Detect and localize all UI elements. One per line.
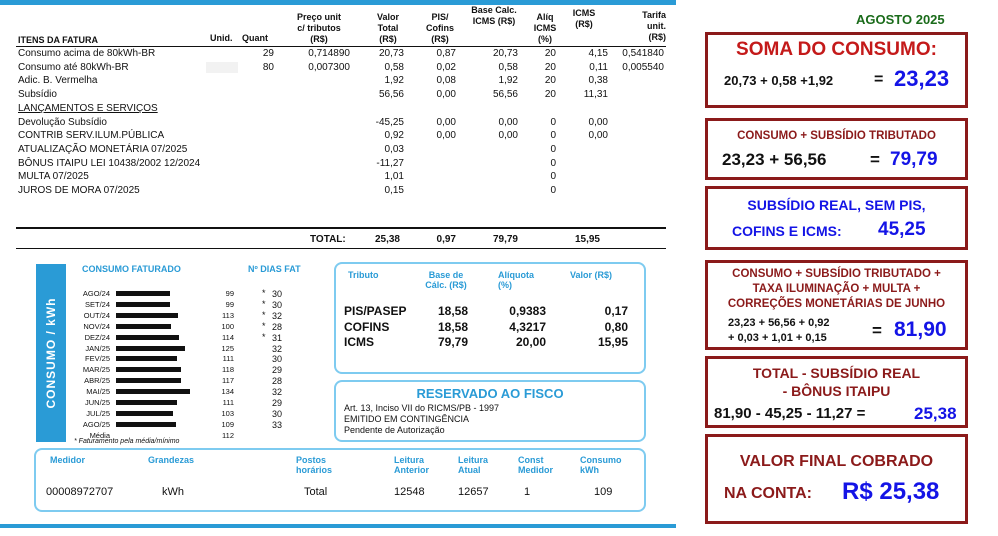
consumo-value: 109: [221, 419, 234, 429]
cell-aliq: 20: [544, 61, 556, 73]
cell-aliq: 0: [550, 157, 556, 169]
total-icms: 15,95: [574, 234, 600, 245]
header-itens: ITENS DA FATURA: [18, 35, 98, 45]
medidor-anterior: 12548: [394, 486, 425, 498]
media-star: *: [262, 320, 266, 331]
consumo-value: 118: [222, 365, 234, 375]
month-label: Média: [89, 430, 110, 440]
box2-result: 79,79: [890, 149, 938, 170]
dias-value: 29: [272, 398, 283, 408]
fisco-title: RESERVADO AO FISCO: [416, 386, 564, 401]
top-accent-bar: [0, 0, 676, 5]
consumo-value: 114: [222, 332, 234, 342]
cell-pis: 0,02: [436, 61, 456, 73]
box-valor-final: [705, 434, 968, 524]
month-label: AGO/25: [82, 419, 110, 429]
cell-base: 0,00: [498, 116, 518, 128]
cell-icms: 4,15: [588, 48, 608, 59]
month-label: FEV/25: [84, 354, 110, 364]
cell-desc: Devolução Subsídio: [18, 116, 107, 128]
box5-lines: TOTAL - SUBSÍDIO REAL - BÔNUS ITAIPU: [752, 365, 921, 399]
header-unid: Unid.: [210, 33, 233, 43]
consumo-value: 103: [221, 408, 234, 418]
box-consumo-subsidio: [705, 118, 968, 180]
box6-result: R$ 25,38: [842, 478, 940, 505]
cell-desc: Consumo acima de 80kWh-BR: [18, 48, 156, 59]
tributo-cell-a: 4,3217: [509, 319, 546, 334]
header-preco: Preço unit c/ tributos (R$): [296, 12, 341, 44]
dias-value: 30: [272, 354, 283, 365]
dias-value: 32: [272, 387, 283, 398]
media-star: *: [262, 331, 266, 342]
cell-icms: 0,00: [588, 116, 608, 128]
cell-valor: 1,01: [384, 171, 404, 183]
consumo-value: 99: [225, 299, 234, 309]
cell-base: 20,73: [492, 48, 518, 59]
consumo-bar: [116, 346, 185, 351]
consumo-value: 113: [222, 310, 234, 320]
cell-pis: 0,00: [436, 130, 456, 142]
box1-title: SOMA DO CONSUMO:: [736, 39, 937, 60]
medidor-h-grandezas: Grandezas: [148, 455, 195, 465]
tributo-cell-n: PIS/PASEP: [344, 304, 407, 318]
cell-pis: 0,87: [436, 48, 456, 59]
cell-valor: 56,56: [378, 89, 404, 101]
medidor-number: 00008972707: [46, 486, 114, 498]
total-label: TOTAL:: [310, 234, 346, 245]
cell-quant: 29: [262, 48, 274, 59]
cell-icms: 0,11: [589, 61, 608, 73]
box2-expr: 23,23 + 56,56: [722, 150, 827, 169]
cell-aliq: 0: [550, 143, 556, 155]
redacted-box: [206, 62, 238, 73]
box4-result: 81,90: [894, 318, 947, 341]
medidor-h-atual: Leitura Atual: [458, 455, 489, 475]
tributo-cell-v: 15,95: [597, 335, 628, 349]
medidor-grandeza: kWh: [162, 486, 184, 498]
cell-desc: BÔNUS ITAIPU LEI 10438/2002 12/2024: [18, 157, 201, 169]
box6-line2: NA CONTA:: [724, 485, 812, 502]
tributo-cell-v: 0,17: [604, 304, 628, 318]
medidor-panel: [34, 448, 646, 512]
dias-value: 29: [272, 365, 283, 376]
box3-result: 45,25: [878, 219, 926, 240]
consumo-bar: [116, 356, 177, 361]
medidor-h-anterior: Leitura Anterior: [394, 455, 430, 475]
cell-valor: 20,73: [378, 48, 404, 59]
cell-valor: -45,25: [375, 116, 404, 128]
dias-value: 33: [272, 419, 283, 430]
header-icms: ICMS (R$): [572, 8, 596, 29]
cell-desc: LANÇAMENTOS E SERVIÇOS: [18, 102, 158, 114]
consumo-value: 134: [221, 387, 234, 397]
consumo-footnote: * Faturamento pela média/mínimo: [74, 438, 180, 445]
box1-expr: 20,73 + 0,58 +1,92: [724, 73, 834, 88]
cell-desc: JUROS DE MORA 07/2025: [18, 185, 140, 196]
header-pis-cofins: PIS/ Cofins (R$): [426, 12, 454, 44]
month-label: OUT/24: [83, 310, 110, 320]
tributo-cell-a: 0,9383: [509, 304, 546, 318]
box3-line1: SUBSÍDIO REAL, SEM PIS,: [747, 197, 926, 213]
consumo-title: CONSUMO FATURADO: [82, 264, 181, 274]
month-label: MAI/25: [86, 387, 110, 397]
cell-preco: 0,007300: [308, 61, 350, 73]
cell-desc: CONTRIB SERV.ILUM.PÚBLICA: [18, 130, 165, 142]
cell-valor: 0,92: [384, 130, 404, 142]
cell-tarifa: 0,541840: [622, 48, 664, 59]
cell-aliq: 0: [550, 116, 556, 128]
month-label: DEZ/24: [84, 332, 110, 342]
cell-aliq: 20: [544, 89, 556, 101]
fisco-line1: Art. 13, Inciso VII do RICMS/PB - 1997: [344, 403, 500, 413]
month-label: JAN/25: [85, 343, 110, 353]
consumo-bar: [116, 422, 176, 427]
month-label: MAR/25: [82, 365, 110, 375]
cell-tarifa: 0,005540: [622, 61, 664, 73]
medidor-const: 1: [524, 486, 531, 498]
box1-eq: =: [874, 71, 884, 88]
medidor-atual: 12657: [458, 486, 489, 498]
month-label: NOV/24: [83, 321, 110, 331]
consumo-bar: [116, 389, 190, 394]
cell-base: 0,58: [498, 61, 518, 73]
cell-base: 0,00: [498, 130, 518, 142]
cell-preco: 0,714890: [308, 48, 350, 59]
tributo-cell-b: 18,58: [437, 304, 468, 318]
consumo-bar: [116, 411, 173, 416]
dias-value: 30: [272, 408, 283, 419]
box-subsidio-real: [705, 186, 968, 250]
total-rule-top: [16, 227, 666, 229]
tributos-h-aliq: Alíquota (%): [498, 270, 534, 290]
box5-result: 25,38: [914, 404, 957, 423]
cell-desc: ATUALIZAÇÃO MONETÁRIA 07/2025: [18, 143, 188, 155]
cell-base: 56,56: [492, 89, 518, 101]
total-valor: 25,38: [374, 234, 400, 245]
tributo-cell-n: COFINS: [344, 319, 390, 334]
cell-desc: Adic. B. Vermelha: [18, 75, 98, 87]
header-base-icms: Base Calc. ICMS (R$): [471, 5, 517, 26]
box-total-correcoes: [705, 260, 968, 350]
cell-aliq: 20: [544, 48, 556, 59]
month-label: AGOSTO 2025: [856, 12, 945, 27]
month-label: AGO/24: [82, 289, 110, 298]
fisco-line3: Pendente de Autorização: [344, 425, 445, 435]
consumo-value: 112: [222, 430, 234, 440]
month-label: SET/24: [84, 299, 110, 309]
tributos-h-tributo: Tributo: [348, 270, 379, 280]
cell-quant: 80: [262, 61, 274, 73]
dias-title: Nº DIAS FAT: [248, 264, 301, 274]
dias-value: 32: [272, 343, 283, 354]
header-quant: Quant: [242, 33, 268, 43]
cell-icms: 11,31: [583, 89, 608, 101]
dias-value: 28: [272, 321, 283, 332]
month-label: ABR/25: [84, 376, 110, 386]
cell-base: 1,92: [498, 75, 518, 87]
media-star: *: [262, 288, 266, 298]
cell-pis: 0,08: [436, 75, 456, 87]
consumo-bar: [116, 302, 170, 307]
cell-valor: 0,15: [384, 185, 404, 196]
total-base: 79,79: [492, 234, 518, 245]
box1-result: 23,23: [894, 66, 950, 91]
tributo-cell-b: 18,58: [437, 319, 468, 334]
consumo-bar: [116, 324, 171, 329]
tributo-cell-a: 20,00: [515, 335, 546, 349]
consumo-sidebar: [36, 264, 66, 442]
consumo-bar: [116, 367, 181, 372]
header-underline: [16, 46, 666, 47]
consumo-value: 117: [222, 376, 234, 386]
media-star: *: [262, 298, 266, 309]
cell-icms: 0,00: [588, 130, 608, 142]
dias-value: 28: [272, 376, 283, 387]
consumo-sidebar-label: CONSUMO / kWh: [44, 297, 58, 409]
dias-value: 30: [272, 299, 283, 310]
consumo-bar: [116, 291, 170, 296]
box2-title: CONSUMO + SUBSÍDIO TRIBUTADO: [737, 130, 936, 142]
tributo-cell-b: 79,79: [437, 335, 468, 349]
medidor-h-consumo: Consumo kWh: [580, 455, 622, 475]
tributos-h-base: Base de Cálc. (R$): [425, 270, 467, 290]
consumo-value: 125: [221, 343, 234, 353]
box2-eq: =: [870, 150, 880, 169]
dias-value: 32: [272, 310, 283, 321]
box-soma-consumo: [705, 32, 968, 108]
medidor-h-const: Const Medidor: [518, 455, 553, 475]
cell-valor: 0,58: [384, 61, 404, 73]
consumo-bar: [116, 335, 179, 340]
box-total-menos-subsidio: [705, 356, 968, 428]
cell-desc: Subsídio: [18, 89, 57, 101]
total-rule-bottom: [16, 248, 666, 249]
header-valor: Valor Total (R$): [376, 12, 399, 44]
cell-aliq: 0: [550, 185, 556, 196]
tributo-cell-v: 0,80: [604, 319, 628, 334]
cell-desc: Consumo até 80kWh-BR: [18, 61, 129, 73]
consumo-value: 111: [222, 354, 234, 364]
cell-valor: -11,27: [376, 157, 404, 169]
header-aliq: Alíq ICMS (%): [533, 12, 557, 44]
cell-pis: 0,00: [436, 116, 456, 128]
cell-aliq: 20: [544, 75, 556, 87]
medidor-posto: Total: [304, 486, 328, 498]
dias-value: 30: [272, 289, 283, 299]
medidor-h-medidor: Medidor: [50, 455, 85, 465]
box4-eq: =: [872, 321, 882, 340]
media-star: *: [262, 309, 266, 320]
cell-icms: 0,38: [588, 75, 608, 87]
consumo-value: 99: [225, 289, 234, 298]
cell-pis: 0,00: [436, 89, 456, 101]
total-pis: 0,97: [436, 234, 456, 245]
fisco-line2: EMITIDO EM CONTINGÊNCIA: [344, 414, 470, 424]
cell-valor: 1,92: [384, 75, 404, 87]
month-label: JUN/25: [84, 398, 110, 407]
dias-value: 31: [272, 332, 283, 343]
cell-desc: MULTA 07/2025: [18, 171, 89, 183]
tributo-cell-n: ICMS: [344, 335, 374, 349]
box5-expr: 81,90 - 45,25 - 11,27 =: [714, 405, 866, 422]
medidor-h-postos: Postos horários: [296, 455, 333, 475]
medidor-consumo: 109: [594, 486, 613, 498]
consumo-bar: [116, 313, 178, 318]
cell-aliq: 0: [550, 130, 556, 142]
consumo-value: 100: [221, 321, 234, 331]
cell-aliq: 0: [550, 171, 556, 183]
box4-expr: 23,23 + 56,56 + 0,92 + 0,03 + 1,01 + 0,15: [728, 317, 830, 344]
cell-valor: 0,03: [384, 143, 404, 155]
box4-lines: CONSUMO + SUBSÍDIO TRIBUTADO + TAXA ILUMINAÇÃO + MULTA + CORREÇÕES MONETÁRIAS DE JUNHO: [727, 268, 946, 310]
month-label: JUL/25: [86, 408, 110, 418]
header-tarifa: Tarifa unit. (R$): [642, 10, 666, 42]
consumo-bar: [116, 378, 181, 383]
consumo-bar: [116, 400, 177, 405]
box6-line1: VALOR FINAL COBRADO: [739, 453, 934, 470]
consumo-value: 111: [222, 398, 234, 407]
tributos-h-valor: Valor (R$): [570, 270, 613, 280]
box3-line2: COFINS E ICMS:: [732, 223, 842, 239]
bottom-accent-bar: [0, 524, 676, 528]
